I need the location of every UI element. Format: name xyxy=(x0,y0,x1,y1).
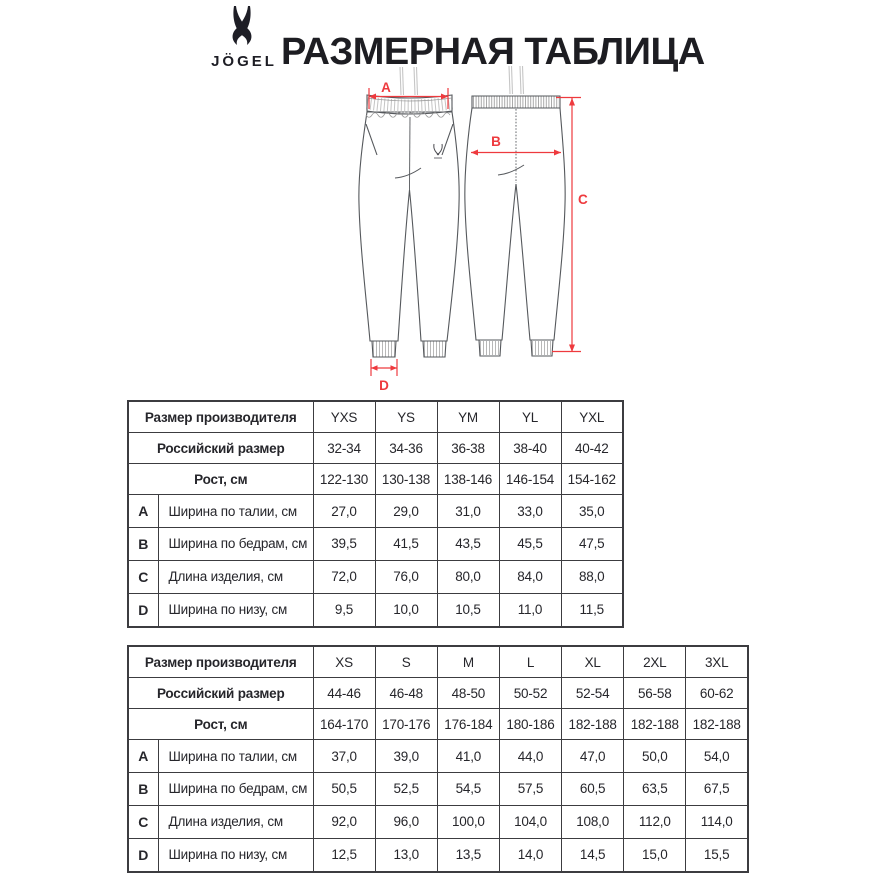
dim-d xyxy=(371,359,397,376)
table-row xyxy=(128,772,748,805)
value-cell: 41,0 xyxy=(437,740,499,773)
value-cell: 63,5 xyxy=(624,772,686,805)
drawstring-back xyxy=(509,66,524,94)
size-cell: 130-138 xyxy=(375,464,437,495)
adult-size-table xyxy=(127,645,749,873)
size-cell: 40-42 xyxy=(561,433,623,464)
value-cell: 13,5 xyxy=(437,838,499,872)
value-cell: 54,0 xyxy=(686,740,748,773)
value-cell: 11,5 xyxy=(561,593,623,627)
size-cell: YXL xyxy=(561,401,623,433)
value-cell: 10,5 xyxy=(437,593,499,627)
size-cell: YM xyxy=(437,401,499,433)
value-cell: 47,5 xyxy=(561,527,623,560)
table-row xyxy=(128,838,748,872)
pants-back-view xyxy=(465,66,565,356)
header-label: Российский размер xyxy=(128,433,313,464)
value-cell: 88,0 xyxy=(561,560,623,593)
size-cell: 182-188 xyxy=(562,709,624,740)
size-cell: 44-46 xyxy=(313,678,375,709)
value-cell: 80,0 xyxy=(437,560,499,593)
value-cell: 84,0 xyxy=(499,560,561,593)
dim-label-b: B xyxy=(491,134,501,149)
value-cell: 96,0 xyxy=(375,805,437,838)
size-cell: 164-170 xyxy=(313,709,375,740)
value-cell: 114,0 xyxy=(686,805,748,838)
value-cell: 9,5 xyxy=(313,593,375,627)
header-label: Размер производителя xyxy=(128,401,313,433)
size-cell: YL xyxy=(499,401,561,433)
table-row xyxy=(128,646,748,678)
table-row xyxy=(128,805,748,838)
drawstring-front xyxy=(400,67,418,95)
row-label: Длина изделия, см xyxy=(158,805,313,838)
value-cell: 39,0 xyxy=(375,740,437,773)
value-cell: 108,0 xyxy=(562,805,624,838)
size-cell: M xyxy=(437,646,499,678)
dim-letter: A xyxy=(128,495,158,528)
table-row xyxy=(128,709,748,740)
header-label: Рост, см xyxy=(128,464,313,495)
dim-letter: C xyxy=(128,805,158,838)
value-cell: 60,5 xyxy=(562,772,624,805)
size-cell: YS xyxy=(375,401,437,433)
size-cell: S xyxy=(375,646,437,678)
size-cell: 34-36 xyxy=(375,433,437,464)
table-row xyxy=(128,740,748,773)
value-cell: 43,5 xyxy=(437,527,499,560)
value-cell: 57,5 xyxy=(499,772,561,805)
pants-front-view xyxy=(359,67,459,357)
header-label: Размер производителя xyxy=(128,646,313,678)
dim-letter: B xyxy=(128,772,158,805)
size-cell: 182-188 xyxy=(686,709,748,740)
row-label: Ширина по низу, см xyxy=(158,593,313,627)
value-cell: 15,0 xyxy=(624,838,686,872)
dim-letter: A xyxy=(128,740,158,773)
value-cell: 31,0 xyxy=(437,495,499,528)
value-cell: 67,5 xyxy=(686,772,748,805)
dim-label-c: C xyxy=(578,192,588,207)
dim-letter: C xyxy=(128,560,158,593)
row-label: Ширина по бедрам, см xyxy=(158,772,313,805)
size-cell: 176-184 xyxy=(437,709,499,740)
value-cell: 112,0 xyxy=(624,805,686,838)
row-label: Ширина по низу, см xyxy=(158,838,313,872)
size-cell: 2XL xyxy=(624,646,686,678)
value-cell: 11,0 xyxy=(499,593,561,627)
value-cell: 47,0 xyxy=(562,740,624,773)
table-row xyxy=(128,495,623,528)
value-cell: 45,5 xyxy=(499,527,561,560)
value-cell: 13,0 xyxy=(375,838,437,872)
value-cell: 33,0 xyxy=(499,495,561,528)
row-label: Ширина по талии, см xyxy=(158,495,313,528)
value-cell: 41,5 xyxy=(375,527,437,560)
size-cell: 170-176 xyxy=(375,709,437,740)
dim-label-a: A xyxy=(381,80,391,95)
page-title: РАЗМЕРНАЯ ТАБЛИЦА xyxy=(281,31,705,74)
dim-label-d: D xyxy=(379,378,389,393)
value-cell: 10,0 xyxy=(375,593,437,627)
row-label: Ширина по бедрам, см xyxy=(158,527,313,560)
table-row xyxy=(128,464,623,495)
value-cell: 92,0 xyxy=(313,805,375,838)
jogel-logo-icon xyxy=(222,6,262,48)
size-cell: 3XL xyxy=(686,646,748,678)
size-cell: XS xyxy=(313,646,375,678)
row-label: Ширина по талии, см xyxy=(158,740,313,773)
value-cell: 14,5 xyxy=(562,838,624,872)
value-cell: 35,0 xyxy=(561,495,623,528)
size-cell: 60-62 xyxy=(686,678,748,709)
size-cell: 122-130 xyxy=(313,464,375,495)
value-cell: 50,0 xyxy=(624,740,686,773)
size-cell: 32-34 xyxy=(313,433,375,464)
size-cell: L xyxy=(499,646,561,678)
youth-size-table xyxy=(127,400,624,628)
table-row xyxy=(128,527,623,560)
value-cell: 52,5 xyxy=(375,772,437,805)
size-cell: 180-186 xyxy=(499,709,561,740)
header-label: Рост, см xyxy=(128,709,313,740)
value-cell: 104,0 xyxy=(499,805,561,838)
value-cell: 100,0 xyxy=(437,805,499,838)
value-cell: 27,0 xyxy=(313,495,375,528)
size-cell: 46-48 xyxy=(375,678,437,709)
value-cell: 12,5 xyxy=(313,838,375,872)
dim-letter: B xyxy=(128,527,158,560)
size-cell: 36-38 xyxy=(437,433,499,464)
pants-diagram xyxy=(300,64,630,396)
value-cell: 76,0 xyxy=(375,560,437,593)
value-cell: 50,5 xyxy=(313,772,375,805)
size-cell: 52-54 xyxy=(562,678,624,709)
size-cell: 138-146 xyxy=(437,464,499,495)
value-cell: 72,0 xyxy=(313,560,375,593)
size-cell: 146-154 xyxy=(499,464,561,495)
table-row xyxy=(128,678,748,709)
jogel-wordmark: JÖGEL xyxy=(211,53,277,70)
size-cell: 154-162 xyxy=(561,464,623,495)
header-label: Российский размер xyxy=(128,678,313,709)
row-label: Длина изделия, см xyxy=(158,560,313,593)
value-cell: 54,5 xyxy=(437,772,499,805)
value-cell: 44,0 xyxy=(499,740,561,773)
value-cell: 29,0 xyxy=(375,495,437,528)
size-cell: 48-50 xyxy=(437,678,499,709)
table-row xyxy=(128,560,623,593)
table-row xyxy=(128,593,623,627)
size-cell: 38-40 xyxy=(499,433,561,464)
value-cell: 14,0 xyxy=(499,838,561,872)
waistband-rib-front xyxy=(367,103,452,106)
value-cell: 37,0 xyxy=(313,740,375,773)
value-cell: 15,5 xyxy=(686,838,748,872)
size-cell: YXS xyxy=(313,401,375,433)
table-row xyxy=(128,401,623,433)
size-cell: 56-58 xyxy=(624,678,686,709)
dim-letter: D xyxy=(128,593,158,627)
size-cell: XL xyxy=(562,646,624,678)
size-cell: 182-188 xyxy=(624,709,686,740)
dim-letter: D xyxy=(128,838,158,872)
value-cell: 39,5 xyxy=(313,527,375,560)
size-cell: 50-52 xyxy=(499,678,561,709)
table-row xyxy=(128,433,623,464)
